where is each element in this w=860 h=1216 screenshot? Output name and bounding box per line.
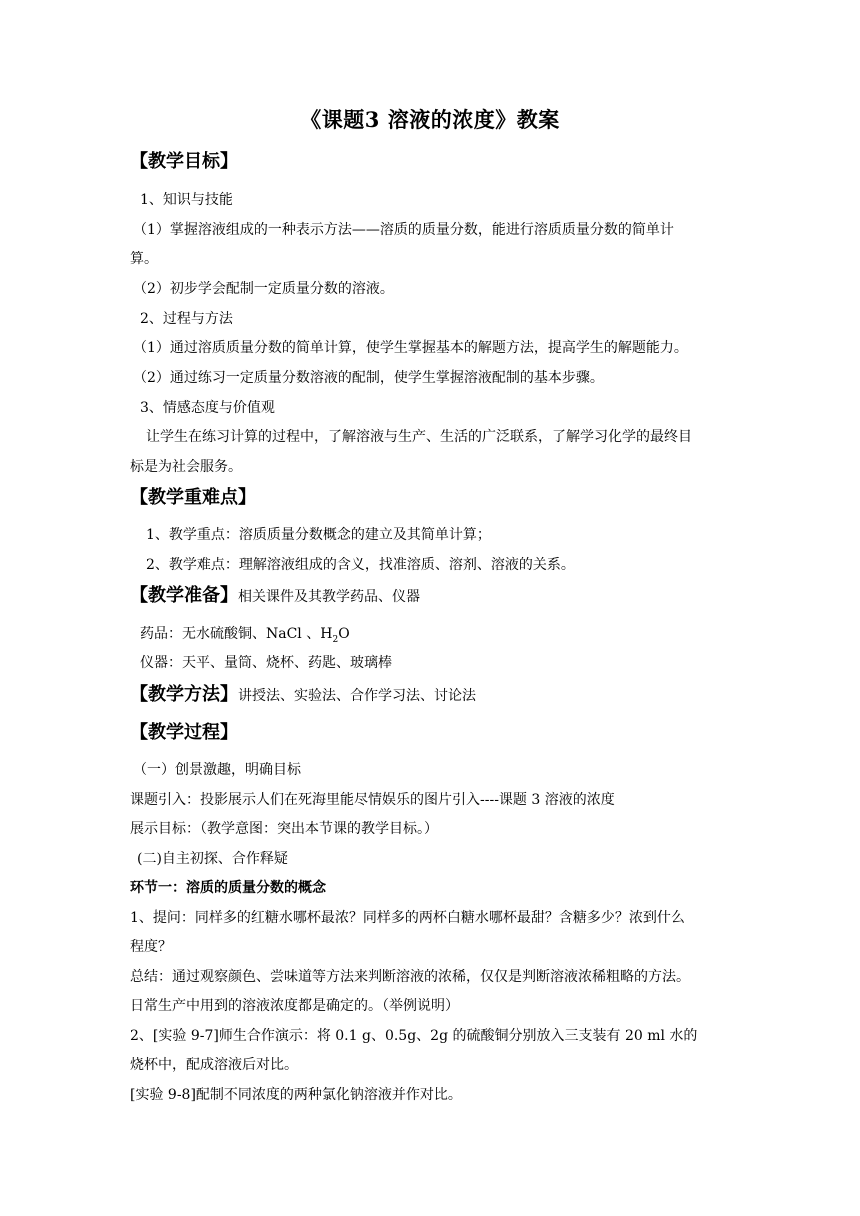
drugs-text: 药品：无水硫酸铜、NaCl 、H <box>140 626 333 642</box>
process-line-12: [实验 9-8]配制不同浓度的两种氯化钠溶液并作对比。 <box>130 1087 462 1103</box>
goals-line-5: 2、过程与方法 <box>140 311 233 327</box>
preparation-summary: 相关课件及其教学药品、仪器 <box>238 589 420 605</box>
goals-line-1: 1、知识与技能 <box>140 192 233 208</box>
key-points-line-1: 1、教学重点：溶质质量分数概念的建立及其简单计算； <box>146 527 491 543</box>
goals-line-4: （2）初步学会配制一定质量分数的溶液。 <box>133 281 394 297</box>
heading-key-points: 【教学重难点】 <box>130 487 256 508</box>
goals-line-3: 算。 <box>130 251 158 267</box>
heading-method <box>130 683 476 708</box>
process-line-2: 课题引入：投影展示人们在死海里能尽情娱乐的图片引入----课题 3 溶液的浓度 <box>130 792 615 808</box>
process-line-7: 程度？ <box>130 939 172 955</box>
instruments-line: 仪器：天平、量筒、烧杯、药匙、玻璃棒 <box>140 655 392 671</box>
section-subheading: 环节一：溶质的质量分数的概念 <box>130 880 326 896</box>
process-line-11: 烧杯中，配成溶液后对比。 <box>130 1057 298 1073</box>
process-line-4: (二)自主初探、合作释疑 <box>137 851 288 867</box>
drugs-line <box>140 625 350 649</box>
goals-line-10: 标是为社会服务。 <box>130 459 242 475</box>
drugs-text-end: O <box>338 626 350 642</box>
drugs-subscript: 2 <box>332 634 339 645</box>
heading-preparation-label: 【教学准备】 <box>130 585 238 606</box>
goals-line-2: （1）掌握溶液组成的一种表示方法——溶质的质量分数，能进行溶质质量分数的简单计 <box>133 222 674 238</box>
process-line-9: 日常生产中用到的溶液浓度都是确定的。（举例说明） <box>130 998 459 1014</box>
heading-process: 【教学过程】 <box>130 722 238 743</box>
key-points-line-2: 2、教学难点：理解溶液组成的含义，找准溶质、溶剂、溶液的关系。 <box>146 557 575 573</box>
goals-line-7: （2）通过练习一定质量分数溶液的配制，使学生掌握溶液配制的基本步骤。 <box>133 370 604 386</box>
goals-line-9: 让学生在练习计算的过程中，了解溶液与生产、生活的广泛联系，了解学习化学的最终目 <box>146 429 692 445</box>
heading-teaching-goals: 【教学目标】 <box>130 151 238 172</box>
process-line-8: 总结：通过观察颜色、尝味道等方法来判断溶液的浓稀，仅仅是判断溶液浓稀粗略的方法。 <box>130 969 690 985</box>
method-summary: 讲授法、实验法、合作学习法、讨论法 <box>238 688 476 704</box>
process-line-3: 展示目标：（教学意图：突出本节课的教学目标。） <box>130 821 438 837</box>
goals-line-6: （1）通过溶质质量分数的简单计算，使学生掌握基本的解题方法，提高学生的解题能力。 <box>133 340 688 356</box>
goals-line-8: 3、情感态度与价值观 <box>140 400 275 416</box>
process-line-10: 2、[实验 9-7]师生合作演示：将 0.1 g、0.5g、2g 的硫酸铜分别放入三支装有 20 ml 水的 <box>130 1028 698 1044</box>
heading-method-label: 【教学方法】 <box>130 684 238 705</box>
process-line-1: （一）创景激趣，明确目标 <box>133 762 301 778</box>
heading-preparation <box>130 584 420 609</box>
document-title: 《课题3 溶液的浓度》教案 <box>300 107 560 132</box>
process-line-6: 1、提问：同样多的红糖水哪杯最浓？同样多的两杯白糖水哪杯最甜？含糖多少？浓到什么 <box>130 910 685 926</box>
